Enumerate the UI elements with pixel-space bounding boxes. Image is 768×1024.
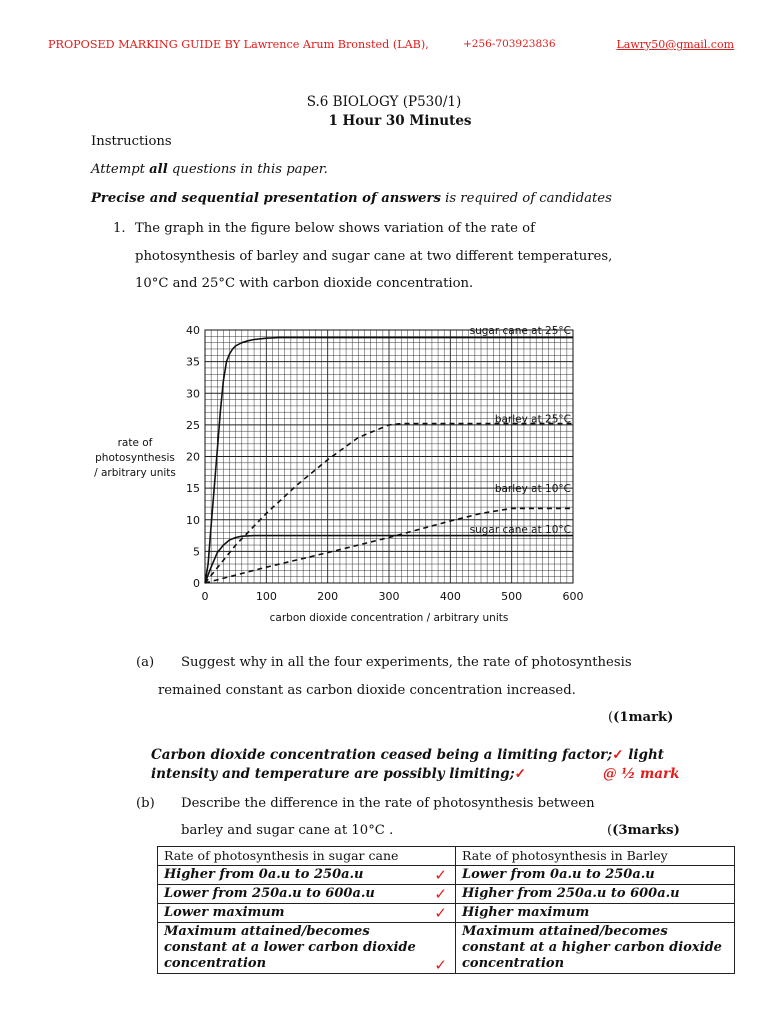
phone-number: +256-703923836 (463, 38, 556, 50)
x-tick-label: 200 (317, 590, 339, 603)
series-annotation: barley at 25°C (494, 413, 571, 426)
table-cell-sugar-cane (158, 923, 456, 974)
y-tick-label: 20 (186, 450, 200, 464)
paper-duration: 1 Hour 30 Minutes (328, 113, 472, 129)
part-b-line-2: barley and sugar cane at 10°C . (181, 823, 394, 838)
check-icon: ✓ (612, 747, 624, 763)
y-tick-label: 30 (186, 387, 200, 401)
email-link[interactable]: Lawry50@gmail.com (616, 38, 734, 51)
question-text-line-2: photosynthesis of barley and sugar cane at two different temperatures, (135, 249, 613, 264)
answer-a-text-2: intensity and temperature are possibly limiting; (151, 766, 515, 782)
table-cell-sugar-cane (158, 866, 456, 885)
table-header-sugar-cane: Rate of photosynthesis in sugar cane (158, 847, 456, 866)
check-icon: ✓ (434, 866, 447, 884)
question-text-line-1: The graph in the figure below shows variation of the rate of (135, 221, 535, 236)
instruction-line-1 (91, 162, 328, 177)
cell-text: Maximum attained/becomes constant at a lower carbon dioxide concentration (164, 924, 416, 971)
series-annotation: sugar cane at 10°C (469, 524, 571, 537)
part-a-answer-mark: @ ½ mark (603, 766, 680, 782)
question-number: 1. (113, 221, 126, 236)
photosynthesis-chart (85, 310, 595, 630)
answer-a-text-1: Carbon dioxide concentration ceased being a limiting factor; (151, 747, 613, 763)
part-b-line-1: Describe the difference in the rate of photosynthesis between (181, 796, 595, 811)
cell-text: Lower from 250a.u to 600a.u (164, 886, 375, 901)
table-row (158, 885, 735, 904)
table-cell-barley: Maximum attained/becomes constant at a higher carbon dioxide concentration (456, 923, 735, 974)
x-axis-label: carbon dioxide concentration / arbitrary units (269, 612, 509, 624)
series-annotation: barley at 10°C (494, 483, 571, 496)
question-text-line-3: 10°C and 25°C with carbon dioxide concentration. (135, 276, 474, 291)
table-cell-barley: Higher maximum (456, 904, 735, 923)
table-row (158, 904, 735, 923)
check-icon: ✓ (434, 956, 447, 974)
x-tick-label: 600 (562, 590, 584, 603)
check-icon: ✓ (514, 766, 526, 782)
part-b-label: (b) (136, 796, 155, 811)
guide-author: PROPOSED MARKING GUIDE BY Lawrence Arum Bronsted (LAB), (48, 38, 429, 51)
table-header-row (158, 847, 735, 866)
y-tick-label: 35 (186, 355, 200, 369)
y-axis-label: rate of (117, 437, 153, 449)
x-tick-label: 0 (201, 590, 209, 603)
part-b-marks: ((3marks) (607, 823, 680, 838)
instruction-1-bold: all (149, 162, 168, 177)
check-icon: ✓ (434, 885, 447, 903)
x-tick-label: 100 (255, 590, 277, 603)
part-a-marks-text: (1mark) (613, 710, 674, 725)
y-tick-label: 10 (186, 513, 200, 527)
part-a-line-1: Suggest why in all the four experiments, the rate of photosynthesis (181, 655, 632, 670)
x-tick-label: 500 (501, 590, 523, 603)
instruction-2-bold: Precise and sequential presentation of answers (91, 191, 441, 206)
y-axis-label: / arbitrary units (94, 467, 176, 479)
table-cell-sugar-cane (158, 904, 456, 923)
table-cell-barley: Lower from 0a.u to 250a.u (456, 866, 735, 885)
instruction-line-2 (91, 191, 612, 206)
comparison-table (157, 846, 735, 974)
instruction-1-pre: Attempt (91, 162, 150, 177)
y-tick-label: 5 (193, 545, 200, 559)
part-a-answer-line-1 (151, 747, 664, 763)
y-axis-label: photosynthesis (95, 452, 175, 464)
table-row (158, 923, 735, 974)
instructions-heading: Instructions (91, 134, 172, 149)
table-cell-sugar-cane (158, 885, 456, 904)
series-annotation: sugar cane at 25°C (469, 325, 571, 337)
y-tick-label: 15 (186, 482, 200, 496)
cell-text: Lower maximum (164, 905, 285, 920)
part-a-label: (a) (136, 655, 155, 670)
x-tick-label: 300 (378, 590, 400, 603)
cell-text: Higher from 0a.u to 250a.u (164, 867, 364, 882)
y-tick-label: 25 (186, 418, 200, 432)
part-a-line-2: remained constant as carbon dioxide concentration increased. (158, 683, 576, 698)
table-header-barley: Rate of photosynthesis in Barley (456, 847, 735, 866)
marking-guide-header (48, 38, 738, 58)
x-tick-label: 400 (439, 590, 461, 603)
instruction-1-post: questions in this paper. (167, 162, 328, 177)
check-icon: ✓ (434, 904, 447, 922)
part-b-marks-text: (3marks) (612, 823, 680, 838)
y-tick-label: 40 (186, 324, 200, 337)
answer-a-text-1b: light (623, 747, 664, 763)
chart-svg (85, 310, 595, 630)
part-a-marks: ((1mark) (608, 710, 674, 725)
instruction-2-post: is required of candidates (440, 191, 612, 206)
table-cell-barley: Higher from 250a.u to 600a.u (456, 885, 735, 904)
part-a-answer-line-2 (151, 766, 526, 782)
y-tick-label: 0 (193, 577, 200, 590)
table-row (158, 866, 735, 885)
paper-title: S.6 BIOLOGY (P530/1) (306, 94, 462, 110)
